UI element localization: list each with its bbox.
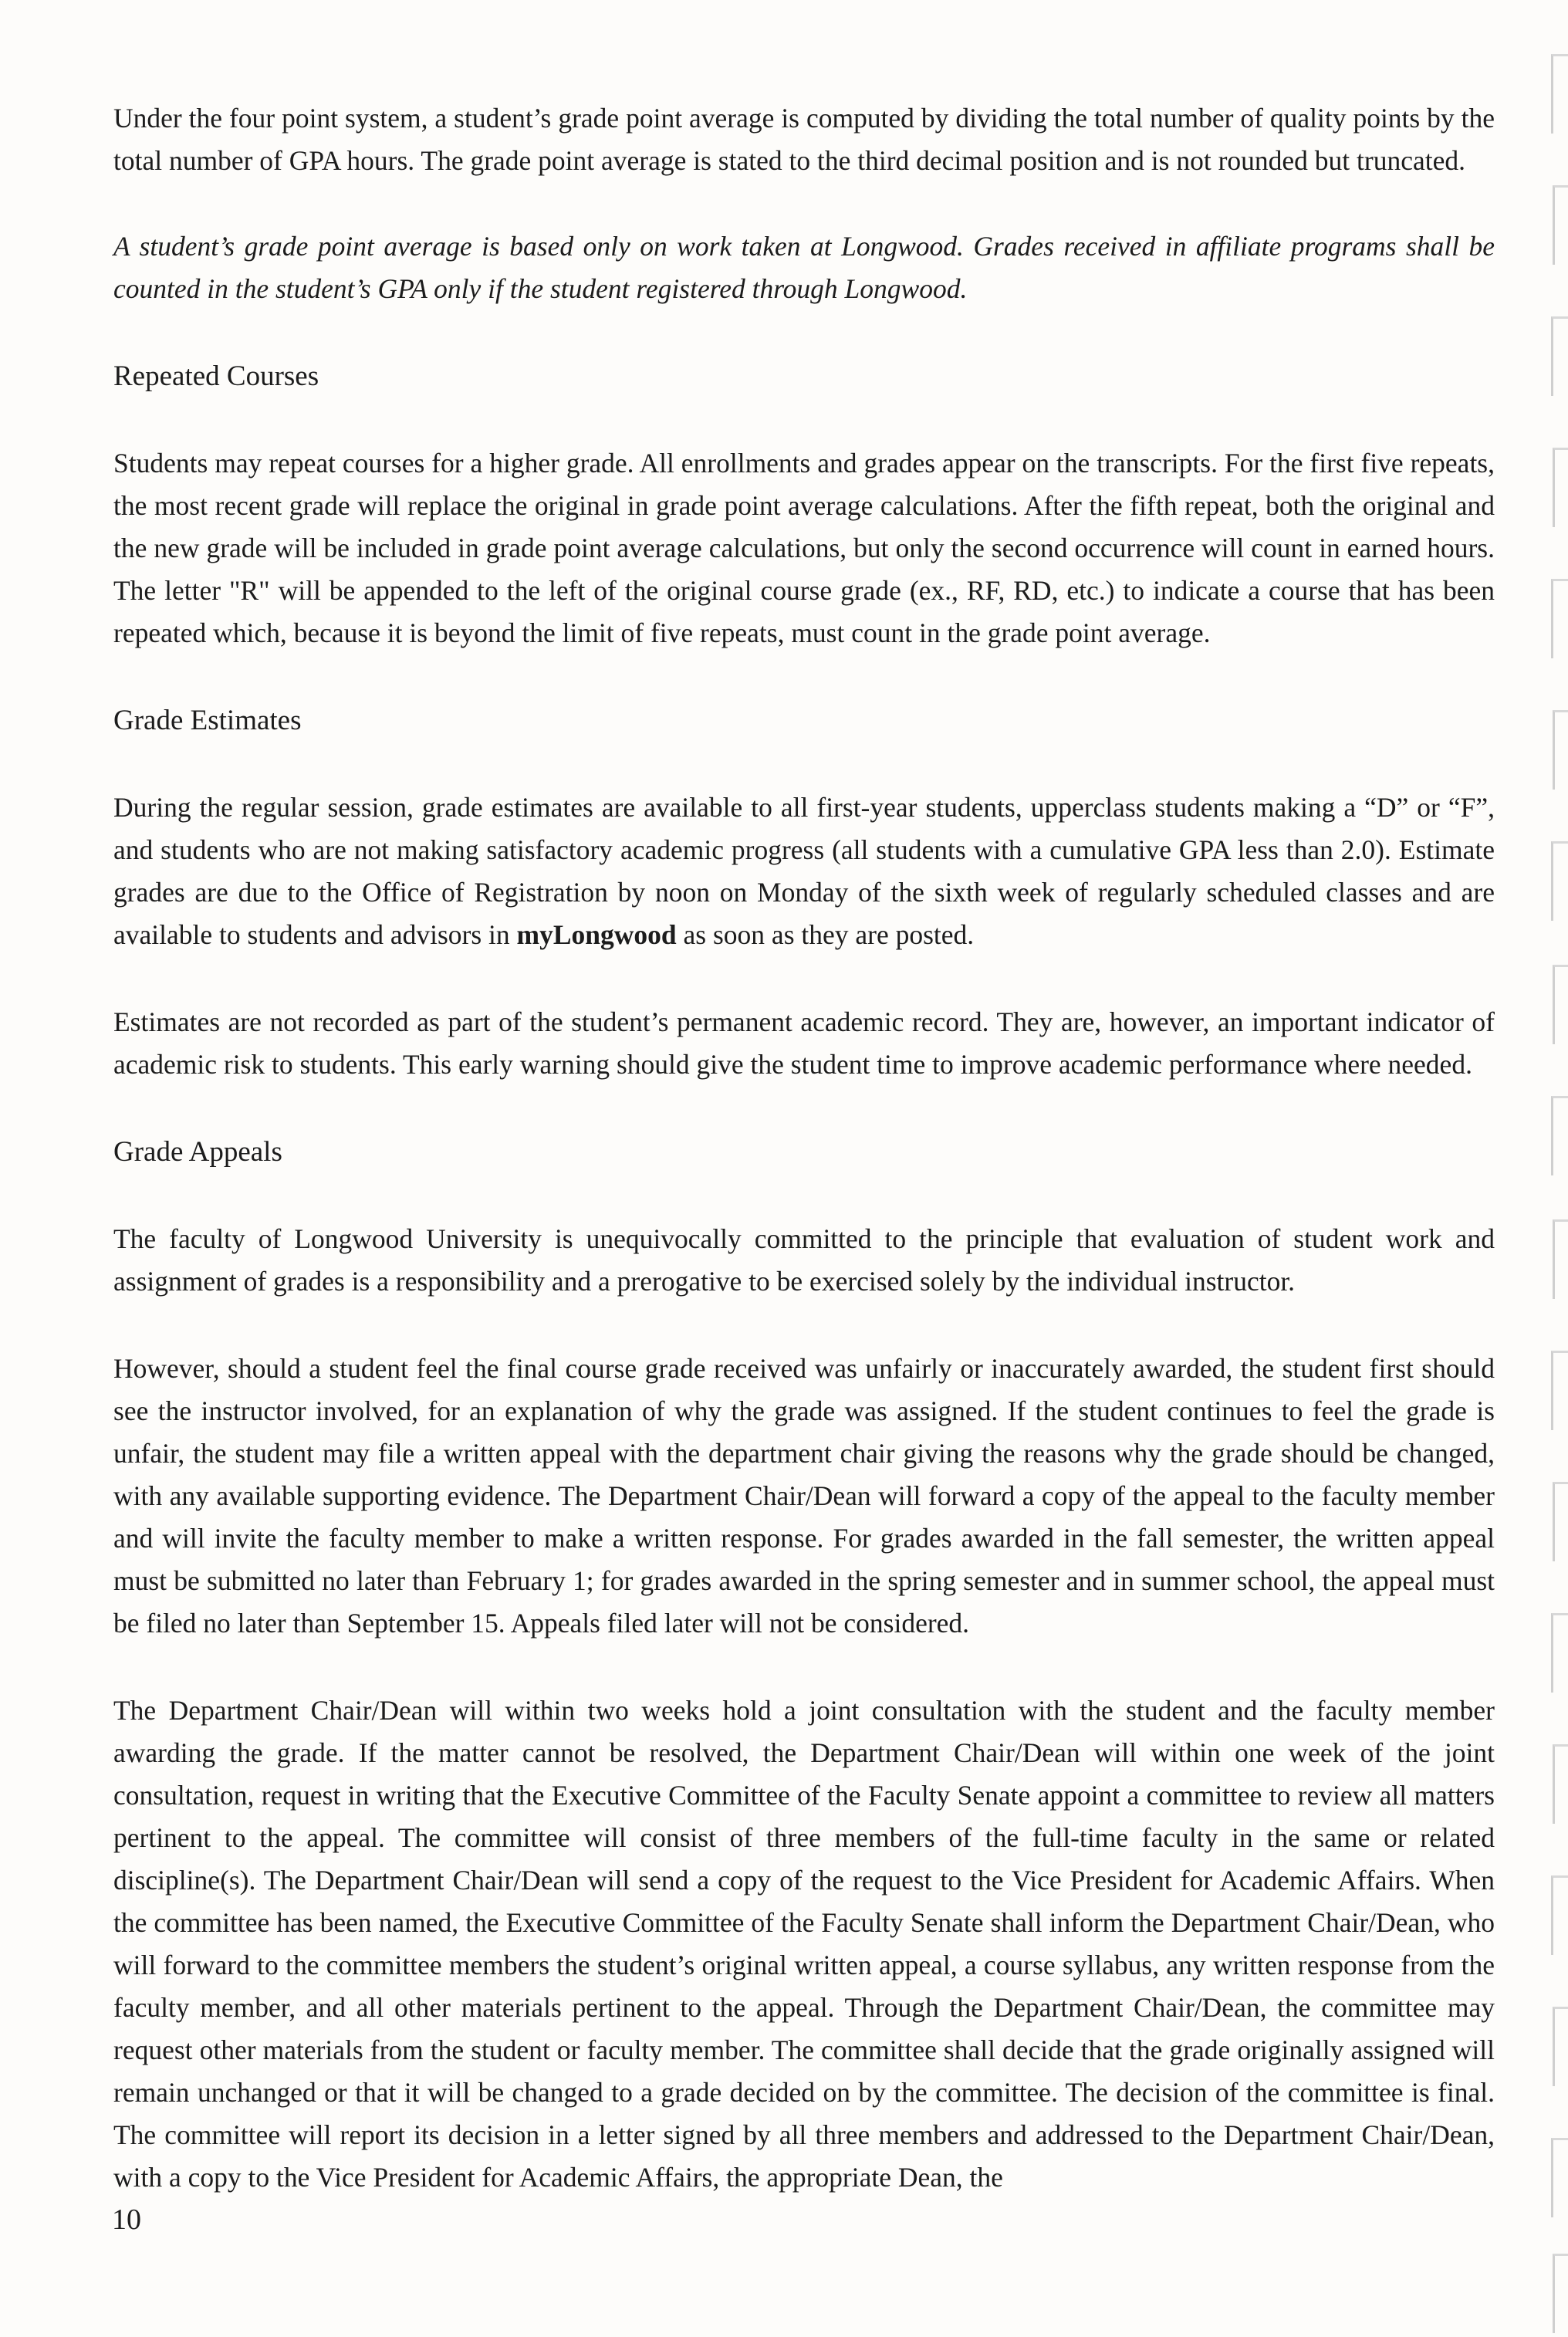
estimates-record-paragraph: Estimates are not recorded as part of the student’s permanent academic record. They are, however, an important indicator of academic risk to students. This early warning should give the student time to improve academic performance where needed. <box>113 1006 1495 1080</box>
edge-mark <box>1551 841 1568 921</box>
gpa-computation-paragraph: Under the four point system, a student’s grade point average is computed by dividing the total number of quality points by the total number of GPA hours. The grade point average is stated to the third decimal position and is not rounded but truncated. <box>113 103 1495 176</box>
edge-mark <box>1551 579 1568 658</box>
edge-mark <box>1551 1613 1568 1693</box>
grade-appeals-heading: Grade Appeals <box>113 1136 282 1168</box>
mylongwood-label: myLongwood <box>516 919 677 950</box>
edge-mark <box>1553 2254 1568 2333</box>
edge-mark <box>1551 54 1568 134</box>
edge-mark <box>1553 710 1568 790</box>
edge-mark <box>1551 316 1568 396</box>
page-content <box>113 97 1495 2199</box>
edge-mark <box>1553 1219 1568 1299</box>
edge-mark <box>1551 1875 1568 1955</box>
edge-mark <box>1553 965 1568 1044</box>
appeal-procedure-paragraph: However, should a student feel the final course grade received was unfairly or inaccurately awarded, the student first should see the instructor involved, for an explanation of why the grade was assigned. If the student continues to feel the grade is unfair, the student may file a written appeal with the department chair giving the reasons why the grade should be changed, with any available supporting evidence. The Department Chair/Dean will forward a copy of the appeal to the faculty member and will invite the faculty member to make a written response. For grades awarded in the fall semester, the written appeal must be submitted no later than February 1; for grades awarded in the spring semester and in summer school, the appeal must be filed no later than September 15. Appeals filed later will not be considered. <box>113 1353 1495 1639</box>
edge-mark <box>1553 448 1568 527</box>
grade-estimates-heading: Grade Estimates <box>113 705 302 736</box>
gpa-longwood-note: A student’s grade point average is based only on work taken at Longwood. Grades received in affiliate programs shall be counted in the student’s GPA only if the student registered through Longwood. <box>113 231 1495 304</box>
committee-procedure-paragraph: The Department Chair/Dean will within two weeks hold a joint consultation with the student and the faculty member awarding the grade. If the matter cannot be resolved, the Department Chair/Dean will within one week of the joint consultation, request in writing that the Executive Committee of the Faculty Senate appoint a committee to review all matters pertinent to the appeal. The committee will consist of three members of the full-time faculty in the same or related discipline(s). The Department Chair/Dean will send a copy of the request to the Vice President for Academic Affairs. When the committee has been named, the Executive Committee of the Faculty Senate shall inform the Department Chair/Dean, who will forward to the committee members the student’s original written appeal, a course syllabus, any written response from the faculty member, and all other materials pertinent to the appeal. Through the Department Chair/Dean, the committee may request other materials from the student or faculty member. The committee shall decide that the grade originally assigned will remain unchanged or that it will be changed to a grade decided on by the committee. The decision of the committee is final. The committee will report its decision in a letter signed by all three members and addressed to the Department Chair/Dean, with a copy to the Vice President for Academic Affairs, the appropriate Dean, the <box>113 1695 1495 2193</box>
page-number: 10 <box>112 2203 141 2236</box>
repeated-courses-heading: Repeated Courses <box>113 360 319 392</box>
faculty-commitment-paragraph: The faculty of Longwood University is unequivocally committed to the principle that evaluation of student work and assignment of grades is a responsibility and a prerogative to be exercised solely by the individual instructor. <box>113 1223 1495 1297</box>
edge-mark <box>1553 185 1568 265</box>
grade-estimates-text-a: During the regular session, grade estimates are available to all first-year students, upperclass students making a “D” or “F”, and students who are not making satisfactory academic progress (all students with a cumulative GPA less than 2.0). Estimate grades are due to the Office of Registration by noon on Monday of the sixth week of regularly scheduled classes and are available to students and advisors in <box>113 792 1495 950</box>
grade-estimates-text-b: as soon as they are posted. <box>676 919 975 950</box>
edge-mark <box>1551 2138 1568 2217</box>
edge-mark <box>1553 1744 1568 1824</box>
grade-estimates-paragraph <box>113 786 1495 956</box>
edge-mark <box>1553 1482 1568 1561</box>
edge-mark <box>1551 1096 1568 1175</box>
edge-mark <box>1551 1351 1568 1430</box>
repeated-courses-paragraph: Students may repeat courses for a higher grade. All enrollments and grades appear on the transcripts. For the first five repeats, the most recent grade will replace the original in grade point average calculations. After the fifth repeat, both the original and the new grade will be included in grade point average calculations, but only the second occurrence will count in earned hours. The letter "R" will be appended to the left of the original course grade (ex., RF, RD, etc.) to indicate a course that has been repeated which, because it is beyond the limit of five repeats, must count in the grade point average. <box>113 448 1495 648</box>
edge-mark <box>1553 2007 1568 2086</box>
